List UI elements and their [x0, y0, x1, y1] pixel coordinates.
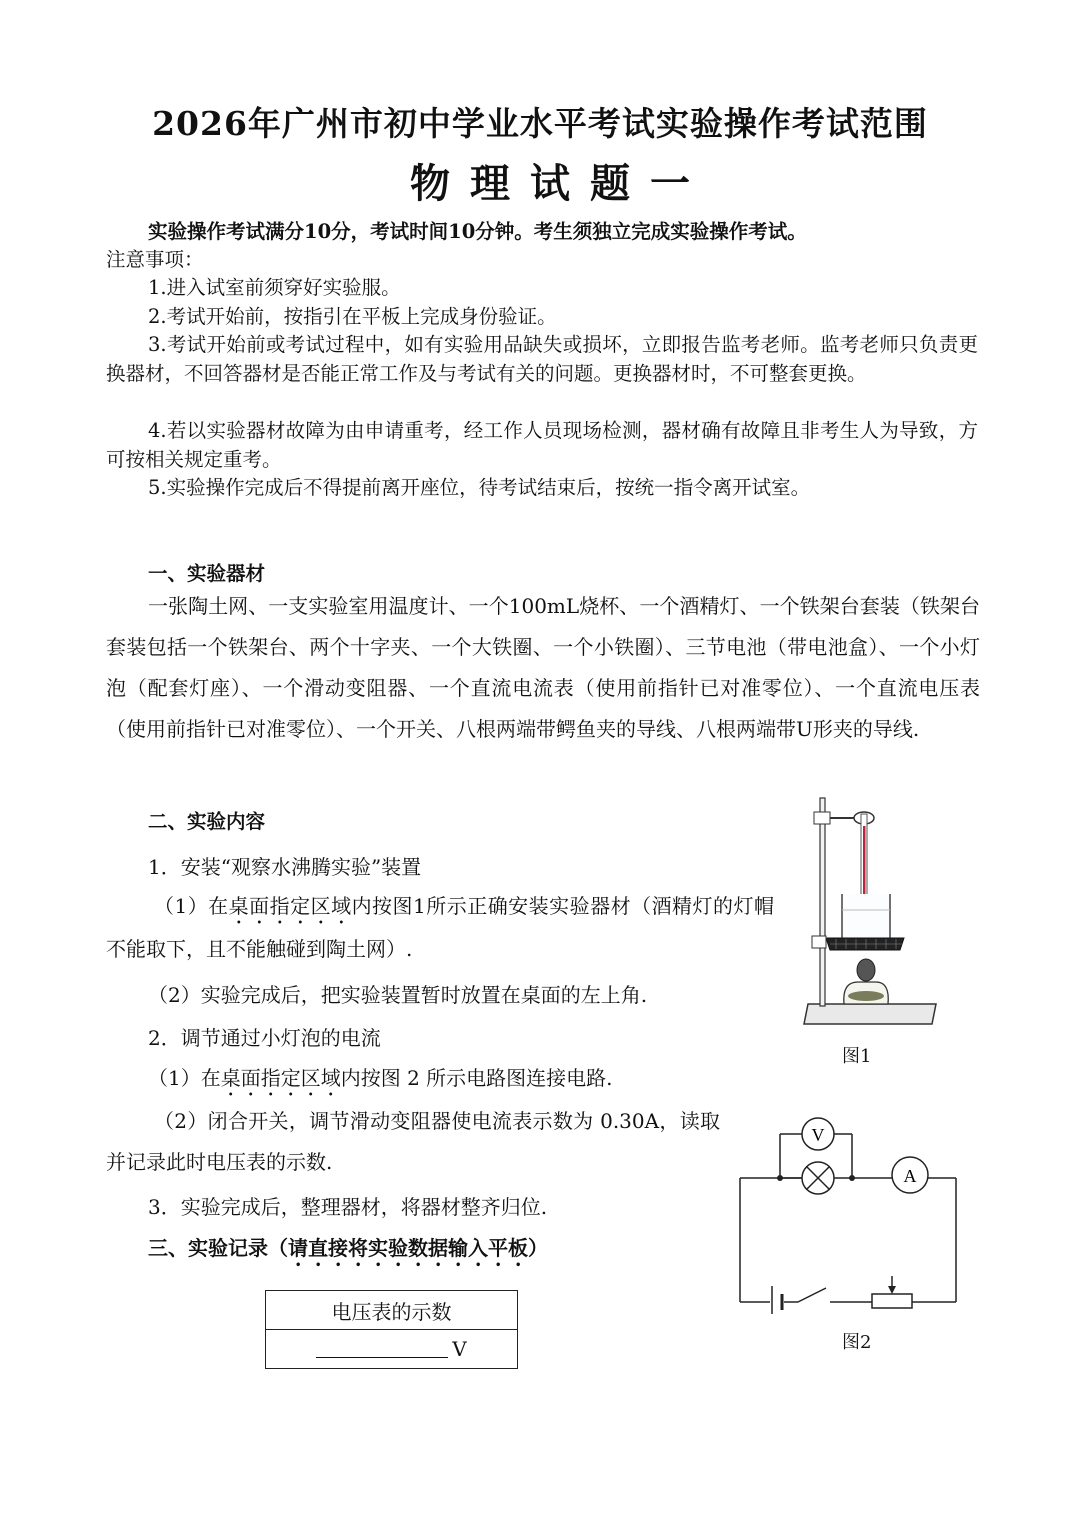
alcohol-lamp-cap [857, 959, 875, 981]
lamp-symbol [780, 1162, 854, 1194]
section2-item2: 2．调节通过小灯泡的电流 [148, 1026, 381, 1050]
section2-item1-1: （1）在桌面指定区域内按图1所示正确安装实验器材（酒精灯的灯帽不能取下，且不能触碰到陶土网）. [106, 894, 774, 961]
beaker [842, 894, 890, 942]
notes-heading: 注意事项： [106, 248, 204, 271]
note-2: 2.考试开始前，按指引在平板上完成身份验证。 [148, 305, 557, 328]
section1-body: 一张陶土网、一支实验室用温度计、一个100mL烧杯、一个酒精灯、一个铁架台套装（铁架台套装包括一个铁架台、两个十字夹、一个大铁圈、一个小铁圈）、三节电池（带电池盒）、一个小灯泡（配套灯座）、一个滑动变阻器、一个直流电流表（使用前指针已对准零位）、一个直流电压表（使用前指针已对准零位）、一个开关、八根两端带鳄鱼夹的导线、八根两端带U形夹的导线. [106, 594, 980, 741]
section2-item2-2: （2）闭合开关，调节滑动变阻器使电流表示数为 0.30A，读取并记录此时电压表的示数. [106, 1109, 720, 1174]
section2-item3: 3．实验完成后，整理器材，将器材整齐归位. [148, 1195, 548, 1219]
note-3: 3.考试开始前或考试过程中，如有实验用品缺失或损坏，立即报告监考老师。监考老师只负责更换器材，不回答器材是否能正常工作及与考试有关的问题。更换器材时，不可整套更换。 [106, 333, 978, 385]
answer-blank [316, 1337, 448, 1358]
intro-text: 实验操作考试满分10分，考试时间10分钟。考生须独立完成实验操作考试。 [148, 220, 807, 243]
figure2-caption: 图2 [842, 1332, 872, 1353]
top-clamp [814, 812, 830, 824]
section1-heading: 一、实验器材 [148, 562, 266, 585]
boiling-apparatus-figure [796, 792, 938, 1032]
voltage-unit: V [452, 1337, 467, 1361]
section2-item1-2: （2）实验完成后，把实验装置暂时放置在桌面的左上角. [148, 983, 648, 1007]
voltmeter-label: V [811, 1125, 825, 1145]
section2-item2-1: （1）在桌面指定区域内按图 2 所示电路图连接电路. [148, 1066, 613, 1090]
note-4: 4.若以实验器材故障为由申请重考，经工作人员现场检测，器材确有故障且非考生人为导致，方可按相关规定重考。 [106, 419, 978, 471]
document-subtitle: 物理试题一 [410, 160, 710, 207]
section2-item1: 1．安装“观察水沸腾实验”装置 [148, 855, 422, 879]
figure1-caption: 图1 [842, 1046, 872, 1067]
circuit-diagram-figure [736, 1116, 960, 1314]
record-table [265, 1290, 518, 1369]
switch-symbol [798, 1288, 826, 1302]
stand-rod [820, 798, 825, 1006]
battery-symbol [772, 1286, 782, 1314]
record-table-header: 电压表的示数 [266, 1291, 518, 1330]
note-5: 5.实验操作完成后不得提前离开座位，待考试结束后，按统一指令离开试室。 [148, 476, 811, 499]
ammeter-label: A [903, 1166, 917, 1186]
stand-base [804, 1004, 936, 1024]
voltage-answer-cell[interactable] [266, 1330, 518, 1369]
document-title: 2026年广州市初中学业水平考试实验操作考试范围 [152, 104, 928, 143]
section3-heading: 三、实验记录（请直接将实验数据输入平板） [148, 1236, 548, 1260]
section2-heading: 二、实验内容 [148, 810, 266, 833]
rheostat-symbol [872, 1276, 956, 1308]
note-1: 1.进入试室前须穿好实验服。 [148, 276, 401, 299]
